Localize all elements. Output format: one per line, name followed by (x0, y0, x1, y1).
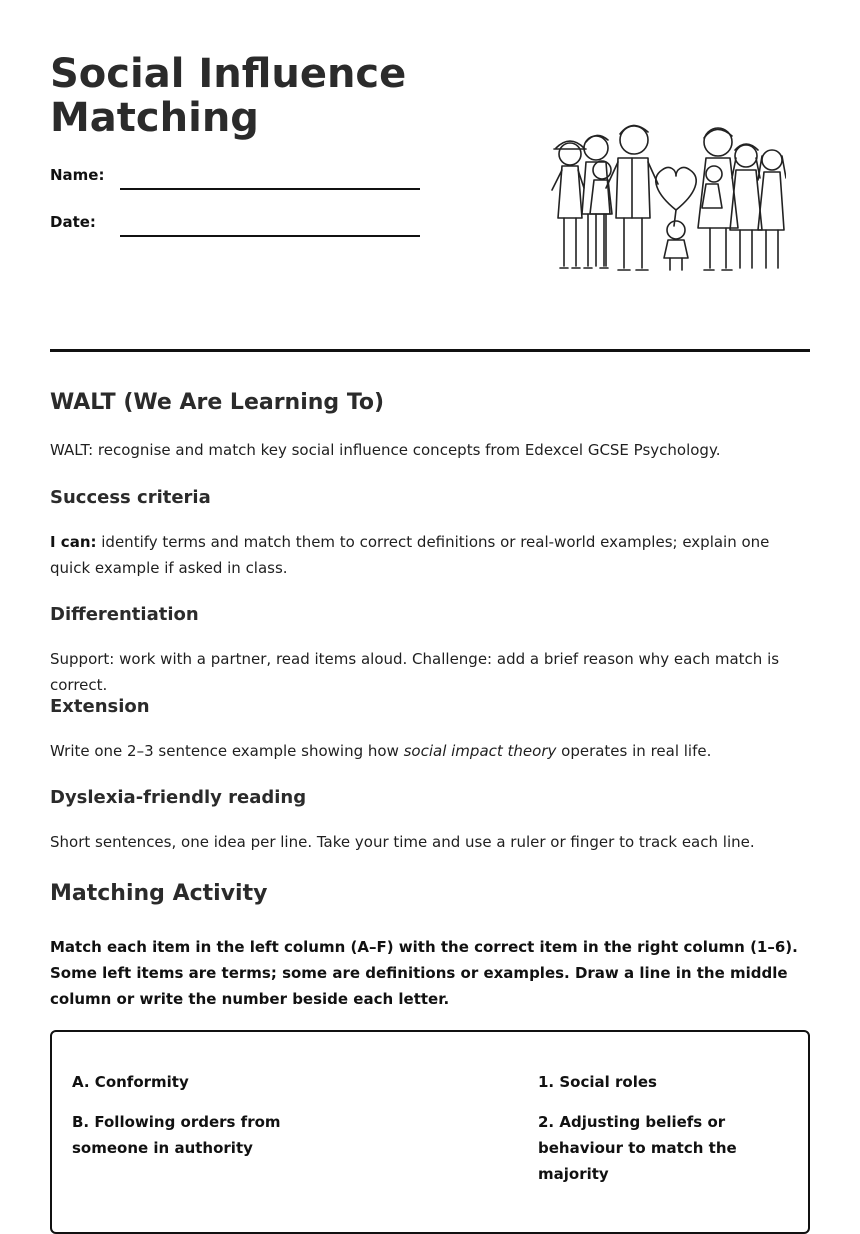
name-write-line[interactable] (120, 188, 420, 190)
walt-text: WALT: recognise and match key social influence concepts from Edexcel GCSE Psychology. (50, 441, 721, 459)
differentiation-text: Support: work with a partner, read items aloud. Challenge: add a brief reason why each match is correct. (50, 650, 780, 694)
extension-text (50, 738, 790, 764)
matching-activity-heading: Matching Activity (50, 881, 268, 906)
success-criteria-heading: Success criteria (50, 487, 211, 508)
success-criteria-text (50, 529, 790, 581)
differentiation-heading: Differentiation (50, 604, 199, 625)
section-divider (50, 349, 810, 352)
left-item-b[interactable]: B. Following orders from someone in authority (72, 1113, 281, 1157)
success-criteria-body: identify terms and match them to correct definitions or real-world examples; explain one quick example if asked in class. (50, 533, 770, 577)
extension-text-before: Write one 2–3 sentence example showing how (50, 742, 404, 760)
family-heart-illustration-icon (546, 118, 786, 278)
date-label: Date: (50, 213, 96, 231)
walt-heading: WALT (We Are Learning To) (50, 390, 385, 415)
date-write-line[interactable] (120, 235, 420, 237)
date-field[interactable] (50, 213, 420, 243)
dyslexia-heading: Dyslexia-friendly reading (50, 787, 307, 808)
right-item-2[interactable]: 2. Adjusting beliefs or behaviour to match the majority (538, 1113, 737, 1183)
success-criteria-lead: I can: (50, 533, 97, 551)
matching-box (50, 1030, 810, 1234)
extension-emphasis: social impact theory (403, 742, 557, 760)
left-item-a[interactable]: A. Conformity (72, 1073, 189, 1091)
name-label: Name: (50, 166, 105, 184)
extension-text-after: operates in real life. (556, 742, 712, 760)
dyslexia-text: Short sentences, one idea per line. Take your time and use a ruler or finger to track each line. (50, 833, 755, 851)
extension-heading: Extension (50, 696, 150, 717)
title-line-2: Matching (50, 95, 259, 141)
name-field[interactable] (50, 166, 420, 196)
right-item-1[interactable]: 1. Social roles (538, 1073, 657, 1091)
title-line-1: Social Influence (50, 51, 407, 97)
page-title (50, 52, 470, 140)
matching-instructions: Match each item in the left column (A–F) with the correct item in the right column (1–6). Some left items are terms; some are definitions or examples. Draw a line in the middle column or write the number beside each letter. (50, 938, 798, 1008)
